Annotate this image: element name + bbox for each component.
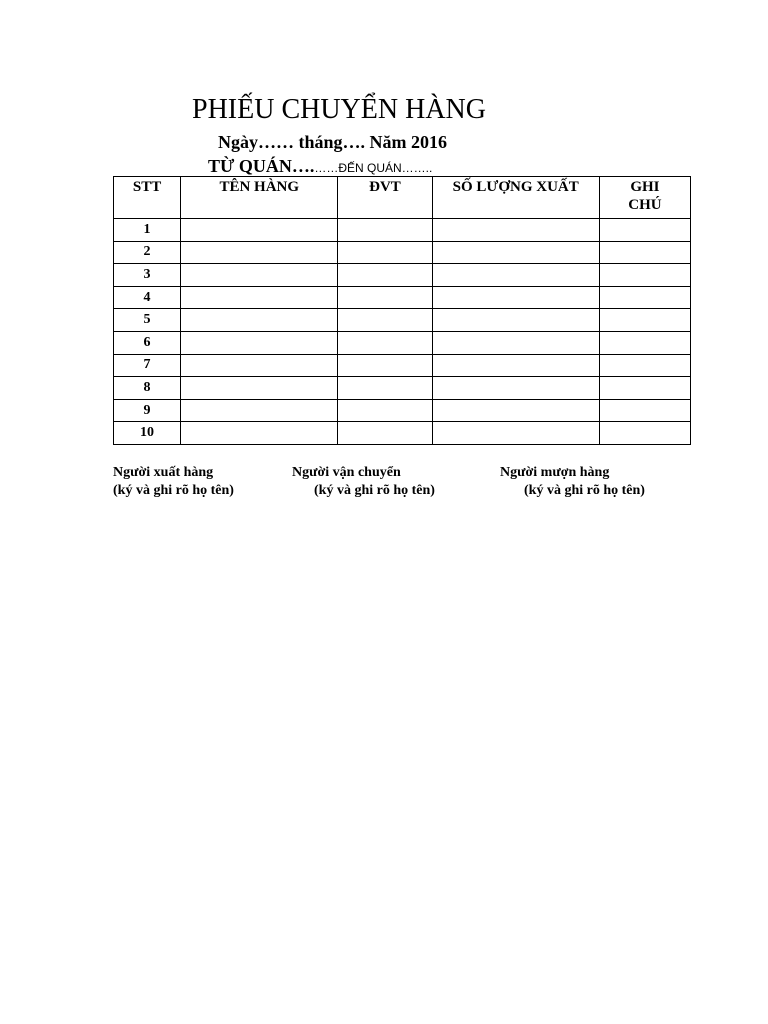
header-quantity: SỐ LƯỢNG XUẤT <box>432 177 599 219</box>
signature-role: Người vận chuyển <box>292 465 401 480</box>
header-stt: STT <box>114 177 181 219</box>
cell-quantity <box>432 309 599 332</box>
header-unit: ĐVT <box>338 177 432 219</box>
signature-note: (ký và ghi rõ họ tên) <box>524 483 645 498</box>
cell-note <box>599 309 690 332</box>
cell-unit <box>338 377 432 400</box>
cell-item-name <box>181 264 338 287</box>
cell-quantity <box>432 219 599 242</box>
cell-item-name <box>181 422 338 445</box>
table-row <box>114 354 691 377</box>
cell-unit <box>338 354 432 377</box>
cell-unit <box>338 286 432 309</box>
cell-note <box>599 377 690 400</box>
header-item-name: TÊN HÀNG <box>181 177 338 219</box>
route-line <box>208 156 432 178</box>
from-shop-label: TỪ QUÁN…. <box>208 156 315 176</box>
signature-borrower <box>500 464 645 500</box>
cell-stt: 1 <box>114 219 181 242</box>
table-row <box>114 331 691 354</box>
cell-quantity <box>432 241 599 264</box>
signature-note: (ký và ghi rõ họ tên) <box>113 483 234 498</box>
cell-quantity <box>432 422 599 445</box>
signature-exporter <box>113 464 234 500</box>
date-line: Ngày…… tháng…. Năm 2016 <box>218 132 448 152</box>
cell-item-name <box>181 399 338 422</box>
cell-stt: 7 <box>114 354 181 377</box>
table-row <box>114 399 691 422</box>
table-row <box>114 264 691 287</box>
cell-item-name <box>181 377 338 400</box>
cell-stt: 10 <box>114 422 181 445</box>
cell-unit <box>338 399 432 422</box>
signature-note: (ký và ghi rõ họ tên) <box>314 483 435 498</box>
header-note: GHI CHÚ <box>599 177 690 219</box>
cell-item-name <box>181 241 338 264</box>
cell-stt: 3 <box>114 264 181 287</box>
cell-item-name <box>181 354 338 377</box>
cell-note <box>599 399 690 422</box>
to-shop-label: ……ĐẾN QUÁN…….. <box>314 161 433 175</box>
cell-quantity <box>432 354 599 377</box>
cell-stt: 8 <box>114 377 181 400</box>
signature-role: Người mượn hàng <box>500 465 610 480</box>
table-header-row <box>114 177 691 219</box>
page-title: PHIẾU CHUYỂN HÀNG <box>192 94 486 125</box>
cell-item-name <box>181 331 338 354</box>
cell-quantity <box>432 399 599 422</box>
cell-stt: 6 <box>114 331 181 354</box>
cell-stt: 5 <box>114 309 181 332</box>
table-row <box>114 241 691 264</box>
cell-unit <box>338 241 432 264</box>
signature-transporter <box>292 464 435 500</box>
cell-quantity <box>432 377 599 400</box>
cell-note <box>599 286 690 309</box>
cell-note <box>599 354 690 377</box>
cell-unit <box>338 264 432 287</box>
cell-item-name <box>181 309 338 332</box>
cell-note <box>599 331 690 354</box>
cell-stt: 9 <box>114 399 181 422</box>
table-row <box>114 309 691 332</box>
cell-item-name <box>181 219 338 242</box>
cell-stt: 2 <box>114 241 181 264</box>
cell-stt: 4 <box>114 286 181 309</box>
cell-note <box>599 422 690 445</box>
cell-item-name <box>181 286 338 309</box>
cell-unit <box>338 309 432 332</box>
cell-unit <box>338 331 432 354</box>
table-row <box>114 219 691 242</box>
cell-note <box>599 264 690 287</box>
table-row <box>114 422 691 445</box>
cell-quantity <box>432 331 599 354</box>
cell-note <box>599 219 690 242</box>
cell-unit <box>338 219 432 242</box>
signature-role: Người xuất hàng <box>113 465 214 480</box>
cell-unit <box>338 422 432 445</box>
table-row <box>114 286 691 309</box>
cell-quantity <box>432 264 599 287</box>
goods-table <box>113 176 691 445</box>
cell-quantity <box>432 286 599 309</box>
table-row <box>114 377 691 400</box>
cell-note <box>599 241 690 264</box>
